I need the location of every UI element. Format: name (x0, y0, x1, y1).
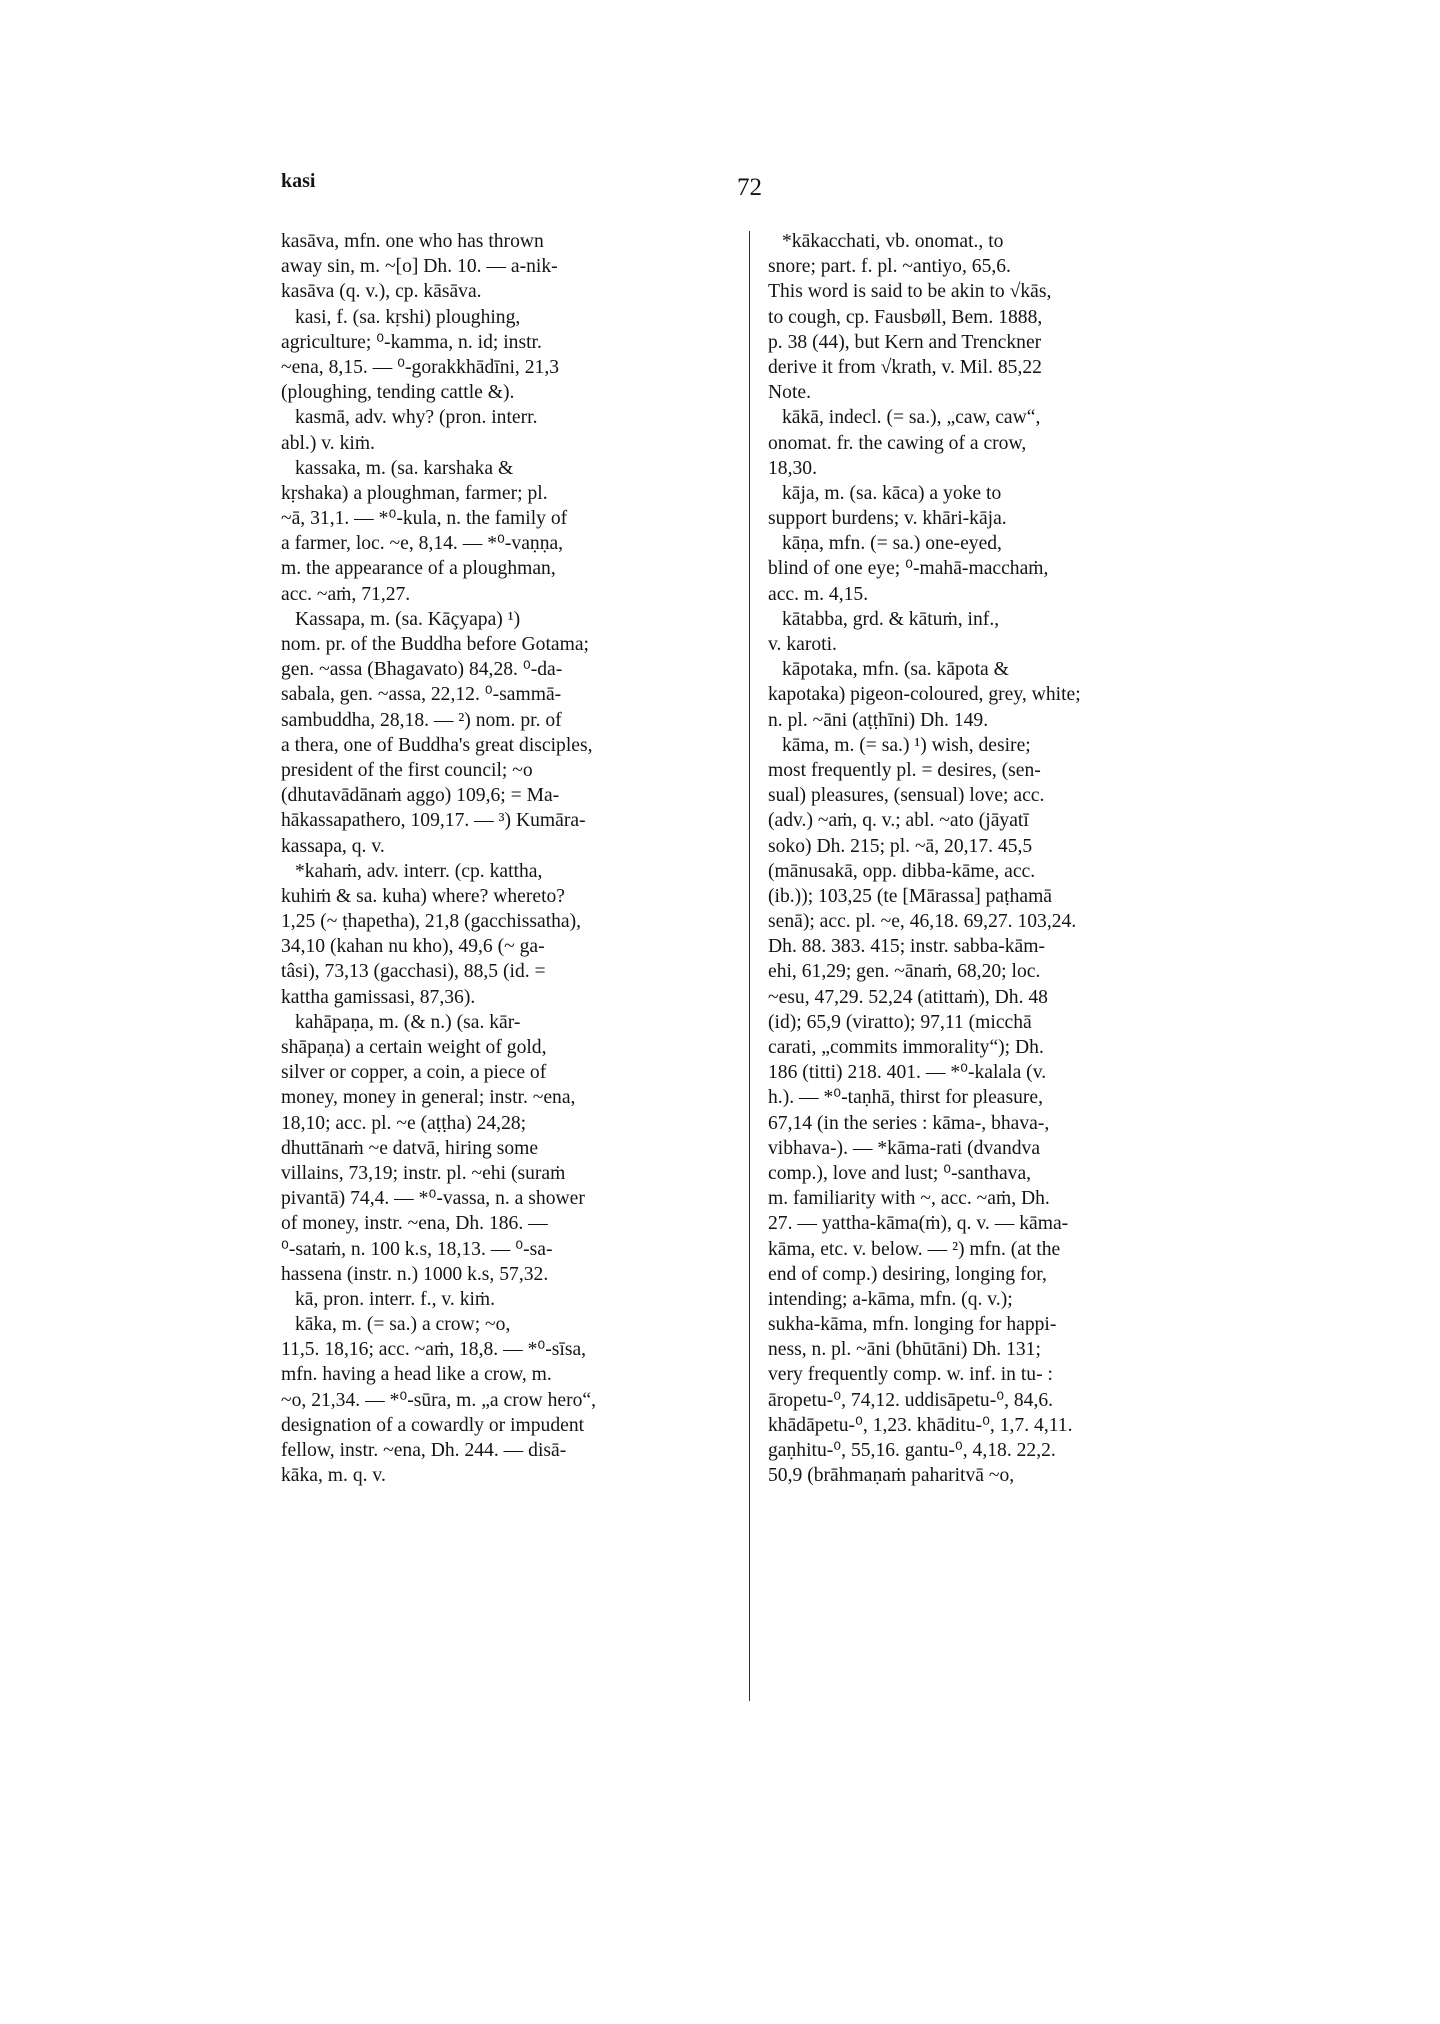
text-line: comp.), love and lust; ⁰-santhava, (768, 1162, 1032, 1184)
left-column (281, 229, 733, 1488)
text-line: kākā, indecl. (= sa.), „caw, caw“, (782, 407, 1041, 429)
text-line: *kahaṁ, adv. interr. (cp. kattha, (295, 860, 543, 882)
text-line: senā); acc. pl. ~e, 46,18. 69,27. 103,24. (768, 911, 1077, 933)
text-line: most frequently pl. = desires, (sen- (768, 759, 1041, 781)
text-line: pivantā) 74,4. — *⁰-vassa, n. a shower (281, 1188, 585, 1210)
text-line: dhuttānaṁ ~e datvā, hiring some (281, 1137, 539, 1159)
text-line: abl.) v. kiṁ. (281, 432, 375, 454)
text-line: a thera, one of Buddha's great disciples, (281, 734, 593, 756)
text-line: away sin, m. ~[o] Dh. 10. — a-nik- (281, 256, 558, 278)
text-line: silver or copper, a coin, a piece of (281, 1062, 547, 1084)
text-line: (ib.)); 103,25 (te [Mārassa] paṭhamā (768, 885, 1053, 907)
text-line: kahāpaṇa, m. (& n.) (sa. kār- (295, 1011, 521, 1033)
text-line: fellow, instr. ~ena, Dh. 244. — disā- (281, 1440, 567, 1461)
text-line: kāka, m. (= sa.) a crow; ~o, (295, 1314, 511, 1336)
text-line: sukha-kāma, mfn. longing for happi- (768, 1314, 1057, 1336)
text-line: n. pl. ~āni (aṭṭhīni) Dh. 149. (768, 709, 989, 731)
text-line: a farmer, loc. ~e, 8,14. — *⁰-vaṇṇa, (281, 533, 564, 555)
text-line: president of the first council; ~o (281, 759, 533, 781)
text-line: (ploughing, tending cattle &). (281, 382, 515, 404)
text-line: kapotaka) pigeon-coloured, grey, white; (768, 684, 1081, 706)
text-line: ~ā, 31,1. — *⁰-kula, n. the family of (281, 508, 568, 530)
text-line: kāja, m. (sa. kāca) a yoke to (782, 482, 1002, 504)
text-line: very frequently comp. w. inf. in tu- : (768, 1364, 1053, 1386)
right-column (768, 229, 1224, 1488)
text-line: soko) Dh. 215; pl. ~ā, 20,17. 45,5 (768, 835, 1033, 857)
text-line: of money, instr. ~ena, Dh. 186. — (281, 1213, 548, 1235)
text-line: kuhiṁ & sa. kuha) where? whereto? (281, 885, 566, 907)
text-line: kāṇa, mfn. (= sa.) one-eyed, (782, 533, 1002, 555)
text-line: tâsi), 73,13 (gacchasi), 88,5 (id. = (281, 961, 546, 983)
text-line: 1,25 (~ ṭhapetha), 21,8 (gacchissatha), (281, 911, 582, 933)
text-line: (dhutavādānaṁ aggo) 109,6; = Ma- (281, 785, 560, 807)
text-line: villains, 73,19; instr. pl. ~ehi (suraṁ (281, 1162, 566, 1184)
text-line: *kākacchati, vb. onomat., to (782, 231, 1004, 252)
text-line: kasmā, adv. why? (pron. interr. (295, 407, 538, 429)
text-line: support burdens; v. khāri-kāja. (768, 508, 1007, 530)
text-line: kāma, m. (= sa.) ¹) wish, desire; (782, 734, 1031, 756)
text-line: gaṇhitu-⁰, 55,16. gantu-⁰, 4,18. 22,2. (768, 1440, 1056, 1461)
page-number: 72 (737, 174, 762, 201)
text-line: snore; part. f. pl. ~antiyo, 65,6. (768, 256, 1011, 278)
text-line: h.). — *⁰-taṇhā, thirst for pleasure, (768, 1087, 1044, 1109)
text-line: to cough, cp. Fausbøll, Bem. 1888, (768, 306, 1043, 328)
text-line: mfn. having a head like a crow, m. (281, 1364, 552, 1386)
text-line: (mānusakā, opp. dibba-kāme, acc. (768, 860, 1036, 882)
text-line: kāma, etc. v. below. — ²) mfn. (at the (768, 1238, 1061, 1260)
text-line: sual) pleasures, (sensual) love; acc. (768, 785, 1045, 807)
text-line: intending; a-kāma, mfn. (q. v.); (768, 1288, 1013, 1310)
text-line: Kassapa, m. (sa. Kāçyapa) ¹) (295, 608, 521, 630)
text-line: kasi, f. (sa. kṛshi) ploughing, (295, 306, 521, 328)
text-line: blind of one eye; ⁰-mahā-macchaṁ, (768, 558, 1049, 580)
text-line: acc. m. 4,15. (768, 583, 869, 605)
text-line: hākassapathero, 109,17. — ³) Kumāra- (281, 810, 586, 832)
text-line: p. 38 (44), but Kern and Trenckner (768, 331, 1042, 353)
text-line: hassena (instr. n.) 1000 k.s, 57,32. (281, 1263, 549, 1285)
text-line: kṛshaka) a ploughman, farmer; pl. (281, 482, 548, 504)
text-line: Note. (768, 382, 811, 404)
text-line: 11,5. 18,16; acc. ~aṁ, 18,8. — *⁰-sīsa, (281, 1339, 587, 1361)
text-line: kāka, m. q. v. (281, 1465, 386, 1487)
text-line: sambuddha, 28,18. — ²) nom. pr. of (281, 709, 562, 731)
text-line: kassapa, q. v. (281, 835, 385, 857)
text-line: ness, n. pl. ~āni (bhūtāni) Dh. 131; (768, 1339, 1041, 1361)
text-line: m. the appearance of a ploughman, (281, 558, 556, 580)
text-line: sabala, gen. ~assa, 22,12. ⁰-sammā- (281, 684, 562, 706)
text-line: 27. — yattha-kāma(ṁ), q. v. — kāma- (768, 1213, 1069, 1235)
text-line: shāpaṇa) a certain weight of gold, (281, 1037, 547, 1058)
text-line: acc. ~aṁ, 71,27. (281, 583, 411, 605)
column-divider (749, 231, 750, 1701)
text-line: ⁰-sataṁ, n. 100 k.s, 18,13. — ⁰-sa- (281, 1238, 553, 1260)
text-line: derive it from √krath, v. Mil. 85,22 (768, 356, 1042, 378)
text-line: ehi, 61,29; gen. ~ānaṁ, 68,20; loc. (768, 961, 1041, 983)
text-line: kā, pron. interr. f., v. kiṁ. (295, 1288, 496, 1310)
text-line: gen. ~assa (Bhagavato) 84,28. ⁰-da- (281, 659, 563, 681)
text-line: āropetu-⁰, 74,12. uddisāpetu-⁰, 84,6. (768, 1389, 1054, 1411)
text-line: (id); 65,9 (viratto); 97,11 (micchā (768, 1011, 1032, 1033)
text-line: vibhava-). — *kāma-rati (dvandva (768, 1137, 1041, 1159)
text-line: 186 (titti) 218. 401. — *⁰-kalala (v. (768, 1062, 1047, 1084)
text-line: kasāva, mfn. one who has thrown (281, 231, 544, 252)
text-line: m. familiarity with ~, acc. ~aṁ, Dh. (768, 1188, 1050, 1210)
text-line: kātabba, grd. & kātuṁ, inf., (782, 608, 1000, 630)
text-line: 50,9 (brāhmaṇaṁ paharitvā ~o, (768, 1465, 1015, 1487)
text-line: v. karoti. (768, 634, 837, 655)
text-line: carati, „commits immorality“); Dh. (768, 1037, 1044, 1058)
text-line: agriculture; ⁰-kamma, n. id; instr. (281, 331, 542, 353)
text-line: khādāpetu-⁰, 1,23. khāditu-⁰, 1,7. 4,11. (768, 1414, 1073, 1436)
text-line: nom. pr. of the Buddha before Gotama; (281, 634, 589, 655)
text-line: 18,30. (768, 457, 817, 479)
text-line: money, money in general; instr. ~ena, (281, 1087, 576, 1109)
text-line: ~esu, 47,29. 52,24 (atittaṁ), Dh. 48 (768, 986, 1048, 1008)
text-line: This word is said to be akin to √kās, (768, 281, 1052, 303)
text-line: 34,10 (kahan nu kho), 49,6 (~ ga- (281, 936, 545, 958)
text-line: 18,10; acc. pl. ~e (aṭṭha) 24,28; (281, 1112, 527, 1134)
text-line: Dh. 88. 383. 415; instr. sabba-kām- (768, 936, 1046, 958)
text-line: kasāva (q. v.), cp. kāsāva. (281, 281, 482, 303)
text-line: end of comp.) desiring, longing for, (768, 1263, 1047, 1285)
text-line: ~o, 21,34. — *⁰-sūra, m. „a crow hero“, (281, 1389, 596, 1411)
text-line: kāpotaka, mfn. (sa. kāpota & (782, 659, 1009, 681)
text-line: kattha gamissasi, 87,36). (281, 986, 476, 1008)
text-line: (adv.) ~aṁ, q. v.; abl. ~ato (jāyatī (768, 810, 1029, 832)
text-line: kassaka, m. (sa. karshaka & (295, 457, 514, 479)
text-line: designation of a cowardly or impudent (281, 1414, 585, 1436)
running-head: kasi (281, 170, 316, 192)
text-line: 67,14 (in the series : kāma-, bhava-, (768, 1112, 1050, 1134)
text-line: onomat. fr. the cawing of a crow, (768, 432, 1027, 454)
text-line: ~ena, 8,15. — ⁰-gorakkhādīni, 21,3 (281, 356, 560, 378)
